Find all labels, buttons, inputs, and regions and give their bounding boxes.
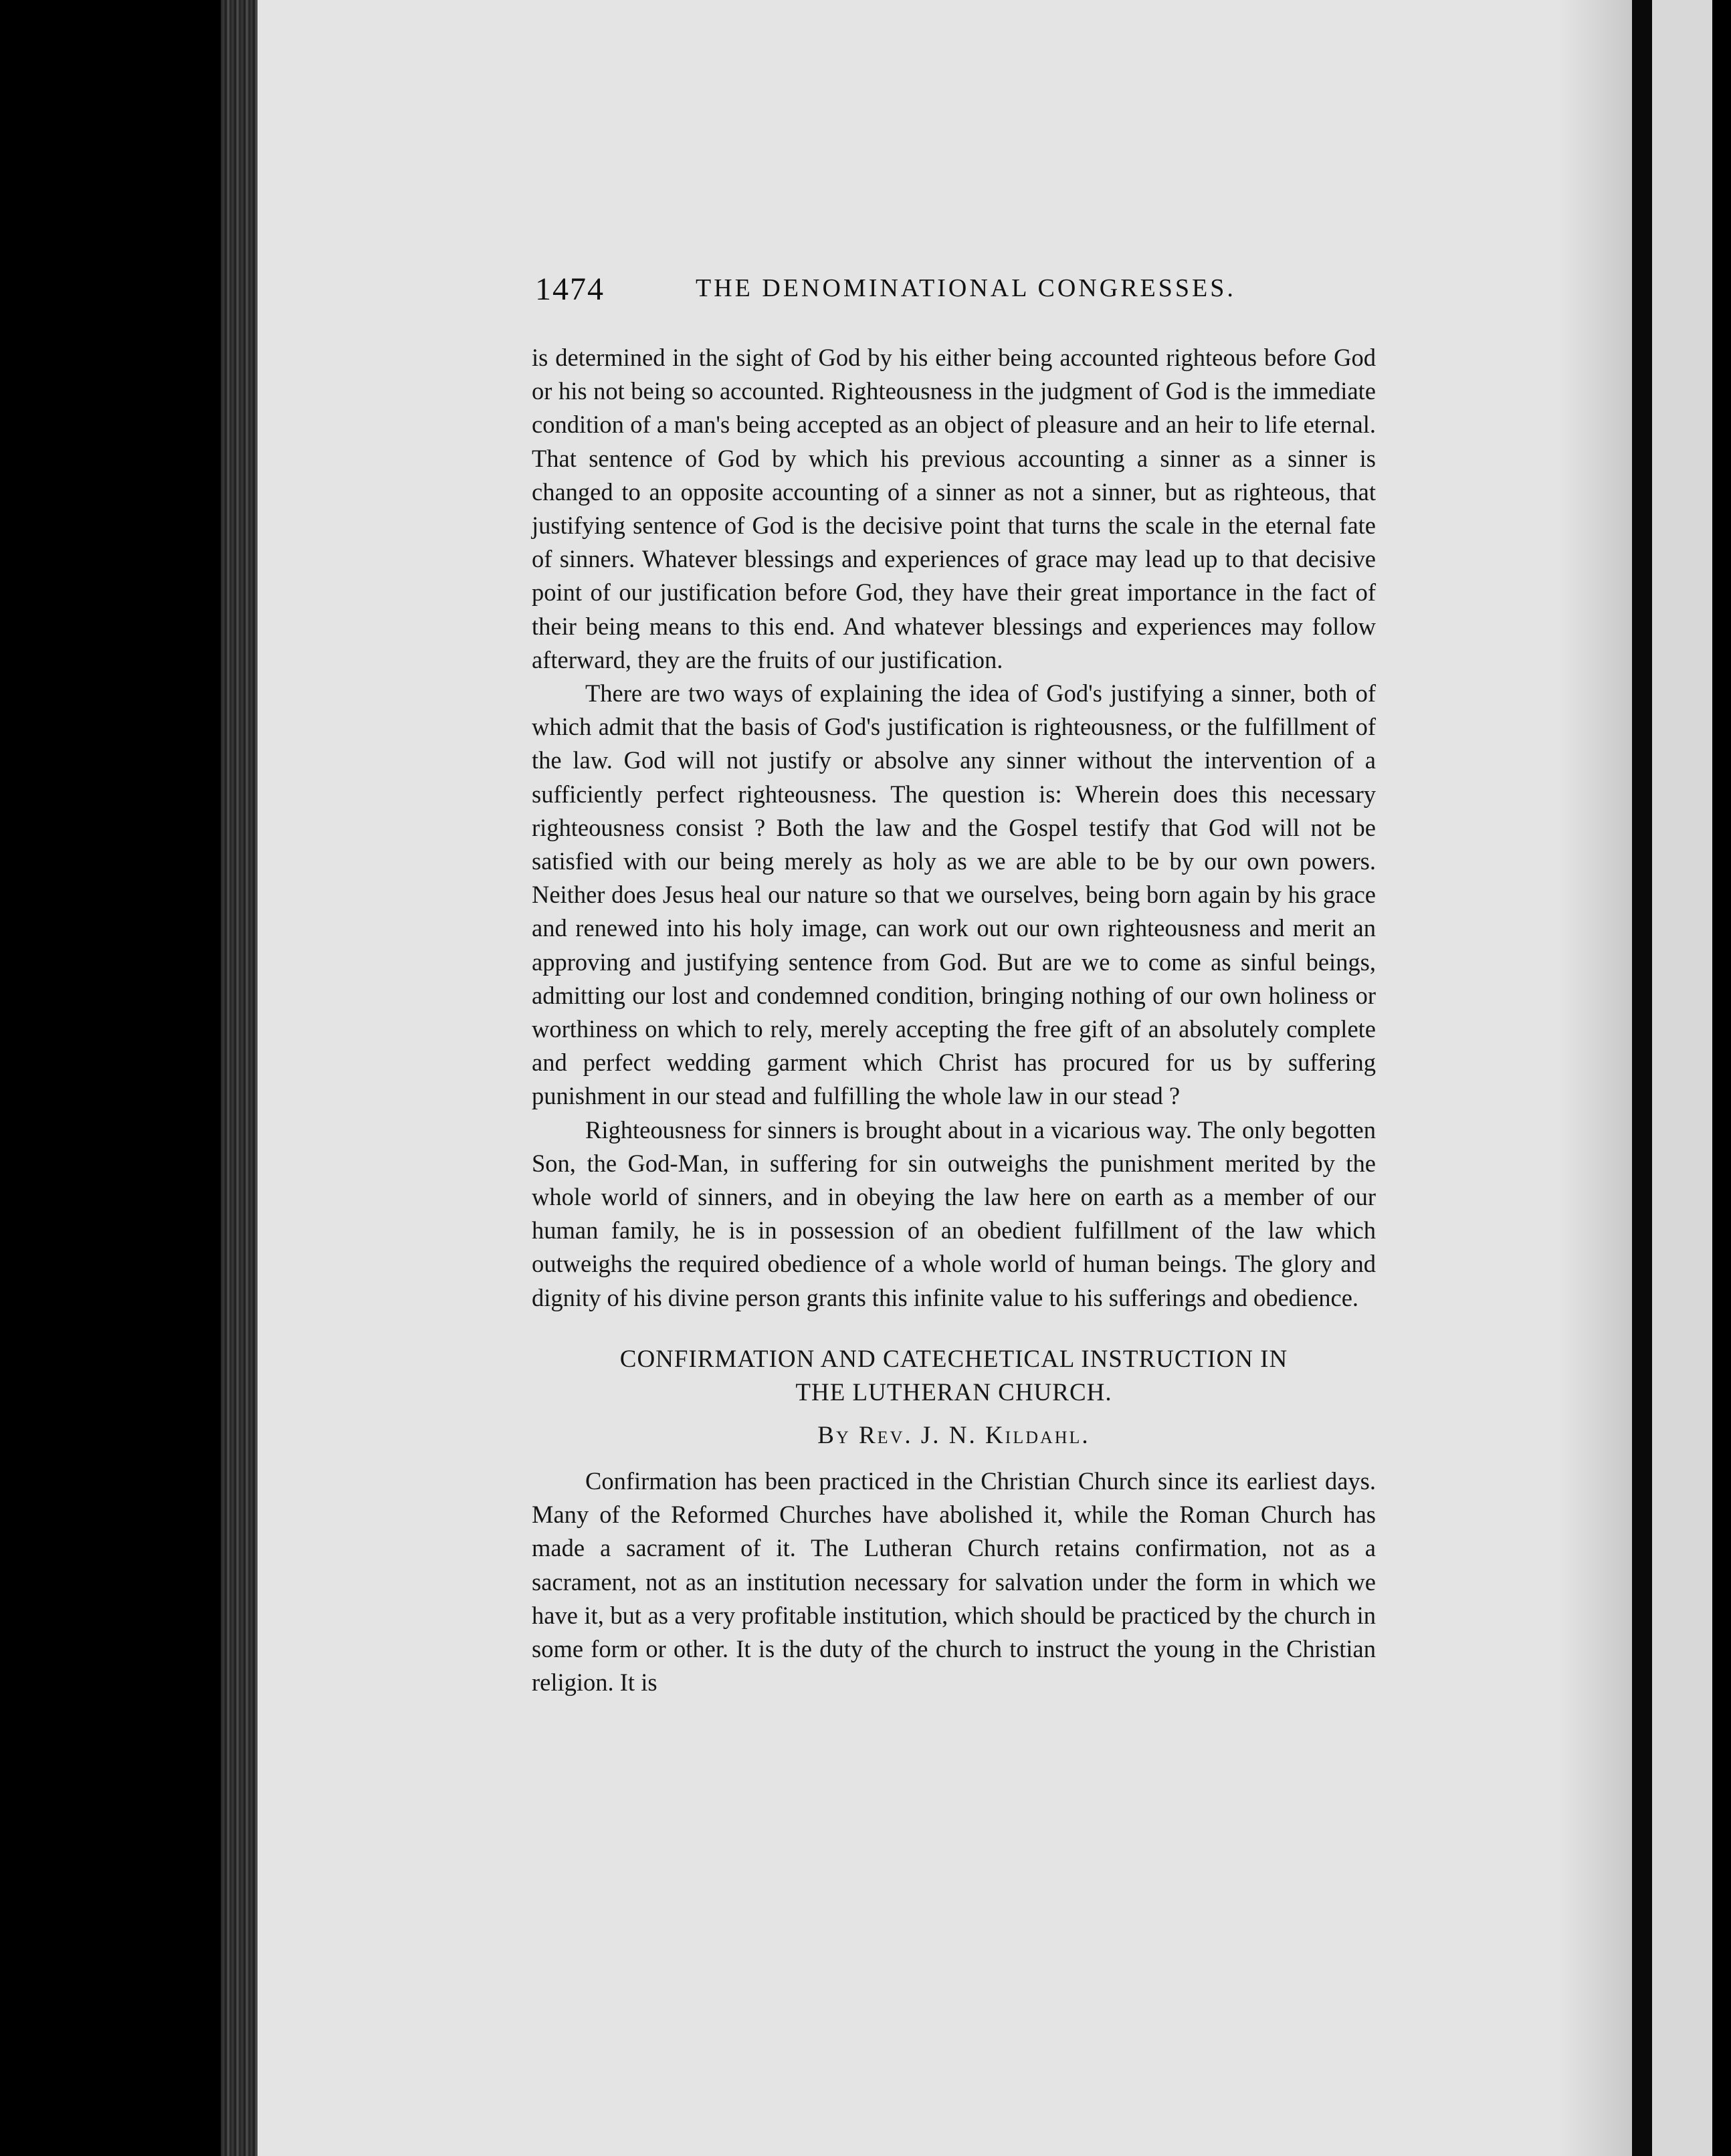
page-gutter	[1632, 0, 1652, 2156]
running-title: THE DENOMINATIONAL CONGRESSES.	[696, 274, 1236, 302]
page-edge-shadow	[1558, 0, 1632, 2156]
book-spine	[221, 0, 258, 2156]
section-title-line: CONFIRMATION AND CATECHETICAL INSTRUCTION IN	[619, 1345, 1288, 1373]
scan-border	[1712, 0, 1731, 2156]
section-title-line: THE LUTHERAN CHURCH.	[795, 1378, 1112, 1406]
body-paragraph: Righteousness for sinners is brought about in a vicarious way. The only begotten Son, the God-Man, in suffering for sin outweighs the punishment merited by the whole world of sinners, and in obeying the law here on earth as a member of our human family, he is in possession of an obedient fulfillment of the law which outweighs the required obedience of a whole world of human beings. The glory and dignity of his divine person grants this infinite value to his sufferings and obedience.	[532, 1115, 1376, 1311]
page-body	[532, 341, 1376, 1699]
body-paragraph: is determined in the sight of God by his either being accounted righteous before God or his not being so accounted. Righteousness in the judgment of God is the immediate condition of a man's being accepted as an object of pleasure and an heir to life eternal. That sentence of God by which his previous accounting a sinner as a sinner is changed to an opposite accounting of a sinner as not a sinner, but as righteous, that justifying sentence of God is the decisive point that turns the scale in the eternal fate of sinners. Whatever blessings and experiences of grace may lead up to that decisive point of our justification before God, they have their great importance in the fact of their being means to this end. And whatever blessings and experiences may follow afterward, they are the fruits of our justification.	[532, 344, 1376, 673]
body-paragraph: Confirmation has been practiced in the Christian Church since its earliest days. Many of the Reformed Churches have abolished it, while the Roman Church has made a sacrament of it. The Lutheran Church retains confirmation, not as a sacrament, not as an institution necessary for salvation under the form in which we have it, but as a very profitable institution, which should be practiced by the church in some form or other. It is the duty of the church to instruct the young in the Christian religion. It is	[532, 1467, 1376, 1697]
author-byline: By Rev. J. N. Kildahl.	[817, 1421, 1090, 1449]
section-title	[532, 1343, 1376, 1410]
body-paragraph: There are two ways of explaining the idea of God's justifying a sinner, both of which admit that the basis of God's justification is righteousness, or the fulfillment of the law. God will not justify or absolve any sinner without the intervention of a sufficiently perfect righteousness. The question is: Wherein does this necessary righteousness consist ? Both the law and the Gospel testify that God will not be satisfied with our being merely as holy as we are able to be by our own powers. Neither does Jesus heal our nature so that we ourselves, being born again by his grace and renewed into his holy image, can work out our own righteousness and merit an approving and justifying sentence from God. But are we to come as sinful beings, admitting our lost and condemned condition, bringing nothing of our own holiness or worthiness on which to rely, merely accepting the free gift of an absolutely complete and perfect wedding garment which Christ has procured for us by suffering punishment in our stead and fulfilling the whole law in our stead ?	[532, 679, 1376, 1110]
page-number: 1474	[535, 272, 605, 307]
running-header	[535, 271, 1284, 311]
